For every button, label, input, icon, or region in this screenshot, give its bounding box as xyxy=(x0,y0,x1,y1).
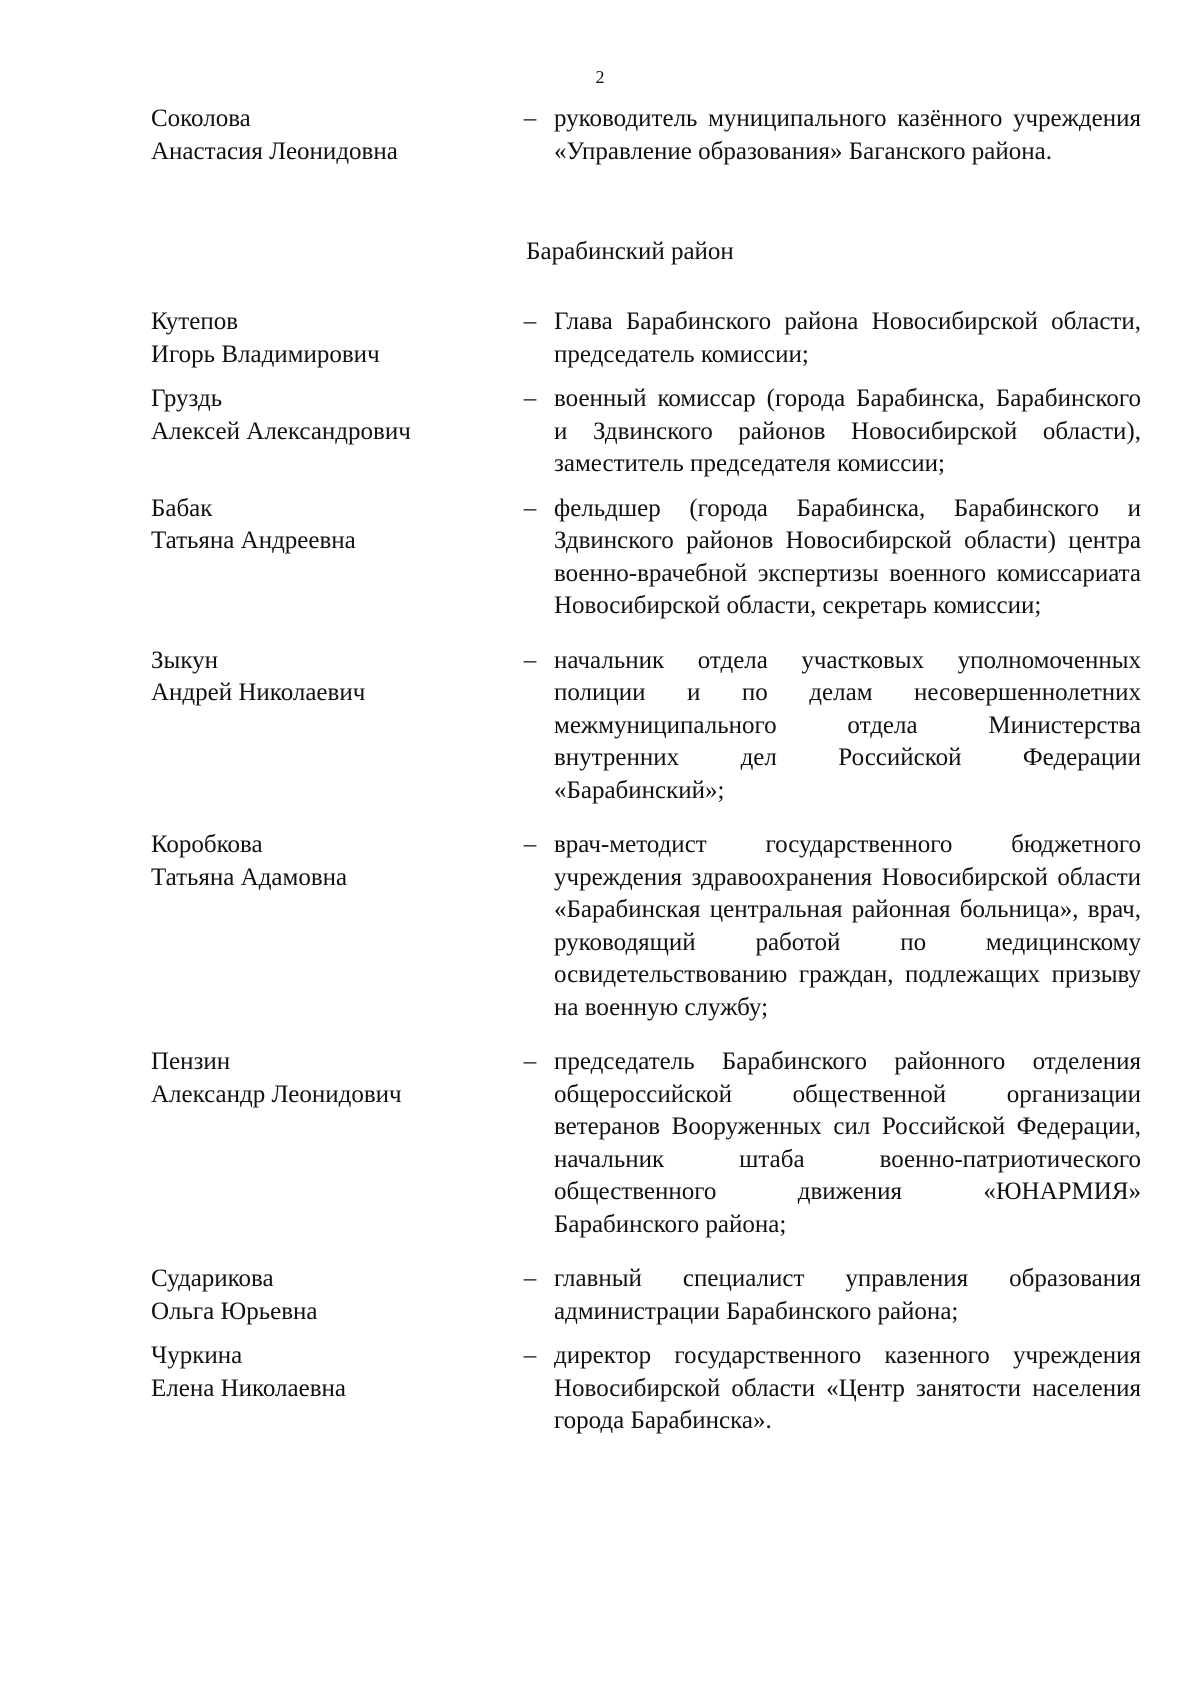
member-entry xyxy=(151,1340,1141,1438)
dash-separator: – xyxy=(523,646,537,674)
member-given-names: Татьяна Адамовна xyxy=(151,863,348,891)
page-number: 2 xyxy=(595,67,605,87)
dash-separator: – xyxy=(523,1342,537,1369)
member-given-names: Ольга Юрьевна xyxy=(151,1297,318,1325)
dash-separator: – xyxy=(523,1265,537,1292)
member-role: директор государственного казенного учреждения Новосибирской области «Центр занятости населения города Барабинска». xyxy=(554,1342,1141,1434)
member-role: председатель Барабинского районного отделения общероссийской общественной организации ветеранов Вооруженных сил Российской Федерации, начальник штаба военно-патриотического общественного движения «ЮНАРМИЯ» Барабинского района; xyxy=(554,1048,1141,1238)
member-list xyxy=(151,306,1141,1438)
member-name xyxy=(151,1263,506,1328)
member-given-names: Елена Николаевна xyxy=(151,1374,346,1402)
member-given-names: Анастасия Леонидовна xyxy=(151,137,398,165)
member-name xyxy=(151,306,506,371)
member-name xyxy=(151,103,506,168)
dash-separator: – xyxy=(523,831,537,858)
member-role: врач-методист государственного бюджетного учреждения здравоохранения Новосибирской области «Барабинская центральная районная больница», врач, руководящий работой по медицинскому освидетельствованию граждан, подлежащих призыву на военную службу; xyxy=(554,831,1141,1021)
member-given-names: Андрей Николаевич xyxy=(151,679,366,706)
member-given-names: Алексей Александрович xyxy=(151,417,411,445)
member-entry xyxy=(151,1263,1141,1328)
member-surname: Коробкова xyxy=(151,831,263,858)
member-surname: Зыкун xyxy=(151,646,218,674)
member-name xyxy=(151,645,506,710)
member-name xyxy=(151,829,506,894)
member-name xyxy=(151,493,506,558)
member-surname: Чуркина xyxy=(151,1342,243,1369)
member-entry xyxy=(151,645,1141,808)
dash-separator: – xyxy=(523,308,537,335)
member-name xyxy=(151,383,506,448)
member-entry xyxy=(151,1046,1141,1241)
dash-separator: – xyxy=(523,494,537,522)
member-role: Глава Барабинского района Новосибирской области, председатель комиссии; xyxy=(554,308,1141,368)
section-heading: Барабинский район xyxy=(526,238,734,265)
member-given-names: Игорь Владимирович xyxy=(151,340,380,368)
member-surname: Кутепов xyxy=(151,308,238,335)
dash-separator: – xyxy=(523,1048,537,1075)
member-name xyxy=(151,1340,506,1405)
member-surname: Груздь xyxy=(151,385,223,412)
member-name xyxy=(151,1046,506,1111)
member-given-names: Александр Леонидович xyxy=(151,1080,402,1108)
member-role: главный специалист управления образования администрации Барабинского района; xyxy=(554,1265,1141,1325)
member-role: руководитель муниципального казённого учреждения «Управление образования» Баганского района. xyxy=(554,105,1141,165)
member-entry xyxy=(151,493,1141,623)
member-surname: Соколова xyxy=(151,105,251,132)
member-entry xyxy=(151,306,1141,371)
dash-separator: – xyxy=(523,105,537,132)
member-role: фельдшер (города Барабинска, Барабинского и Здвинского районов Новосибирской области) центра военно-врачебной экспертизы военного комиссариата Новосибирской области, секретарь комиссии; xyxy=(554,494,1141,619)
member-role: военный комиссар (города Барабинска, Барабинского и Здвинского районов Новосибирской области), заместитель председателя комиссии; xyxy=(554,385,1141,477)
dash-separator: – xyxy=(523,385,537,412)
member-entry-baganskiy xyxy=(151,103,1141,168)
member-surname: Бабак xyxy=(151,494,213,522)
member-entry xyxy=(151,829,1141,1024)
member-role: начальник отдела участковых уполномоченных полиции и по делам несовершеннолетних межмуниципального отдела Министерства внутренних дел Российской Федерации «Барабинский»; xyxy=(554,646,1141,804)
member-given-names: Татьяна Андреевна xyxy=(151,527,356,554)
member-entry xyxy=(151,383,1141,481)
member-surname: Пензин xyxy=(151,1048,231,1075)
member-surname: Сударикова xyxy=(151,1265,274,1292)
